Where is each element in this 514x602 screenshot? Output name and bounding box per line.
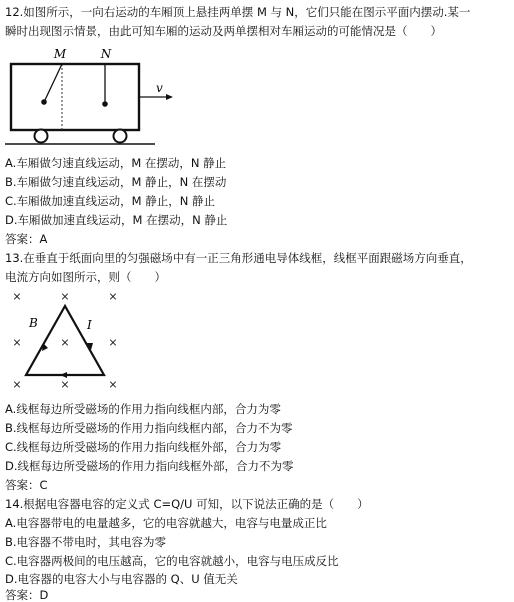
q12-railcar-figure [5,44,177,150]
field-x-marker: × [108,336,118,349]
field-x-marker: × [60,378,70,391]
q13-option-d: D.线框每边所受磁场的作用力指向线框外部，合力不为零 [5,459,294,473]
q14-option-d: D.电容器的电容大小与电容器的 Q、U 值无关 [5,572,238,586]
car-body [11,64,139,130]
field-x-marker: × [108,290,118,303]
q13-answer: 答案：C [5,478,48,492]
q13-triangle-field-figure [5,287,125,393]
q12-answer: 答案：A [5,232,48,246]
pendulum-n-bob [102,101,108,107]
field-x-marker: × [108,378,118,391]
pendulum-m-bob [41,99,47,105]
field-x-marker: × [12,378,22,391]
q12-stem-line-1: 12.如图所示，一向右运动的车厢顶上悬挂两单摆 M 与 N，它们只能在图示平面内摆动.某一 [5,5,471,19]
field-x-marker: × [60,336,70,349]
q13-option-b: B.线框每边所受磁场的作用力指向线框内部，合力不为零 [5,421,293,435]
q14-option-a: A.电容器带电的电量越多，它的电容就越大，电容与电量成正比 [5,516,327,530]
q13-option-c: C.线框每边所受磁场的作用力指向线框外部，合力为零 [5,440,282,454]
label-v: v [156,81,163,95]
q12-option-d: D.车厢做加速直线运动，M 在摆动，N 静止 [5,213,228,227]
q14-stem-line-1: 14.根据电容器电容的定义式 C=Q/U 可知，以下说法正确的是（ ） [5,497,369,511]
q13-stem-line-1: 13.在垂直于纸面向里的匀强磁场中有一正三角形通电导体线框，线框平面跟磁场方向垂直， [5,251,472,265]
q12-option-b: B.车厢做匀速直线运动，M 静止，N 在摆动 [5,175,227,189]
q13-option-a: A.线框每边所受磁场的作用力指向线框内部，合力为零 [5,402,281,416]
label-i: I [87,318,92,332]
q14-answer: 答案：D [5,588,49,602]
label-n: N [100,47,112,61]
field-x-marker: × [12,336,22,349]
label-b: B [29,316,38,330]
field-x-marker: × [12,290,22,303]
q14-option-b: B.电容器不带电时，其电容为零 [5,535,167,549]
q14-option-c: C.电容器两极间的电压越高，它的电容就越小，电容与电压成反比 [5,554,339,568]
q13-stem-line-2: 电流方向如图所示，则（ ） [5,270,166,284]
wheel-right [114,130,127,143]
field-x-marker: × [60,290,70,303]
current-arrow-left-side [42,343,48,351]
q12-option-a: A.车厢做匀速直线运动，M 在摆动，N 静止 [5,156,227,170]
label-m: M [53,47,67,61]
wheel-left [35,130,48,143]
pendulum-m-string [45,64,62,100]
q12-option-c: C.车厢做加速直线运动，M 静止，N 静止 [5,194,216,208]
velocity-arrow-head [166,94,173,100]
q12-stem-line-2: 瞬时出现图示情景，由此可知车厢的运动及两单摆相对车厢运动的可能情况是（ ） [5,24,442,38]
